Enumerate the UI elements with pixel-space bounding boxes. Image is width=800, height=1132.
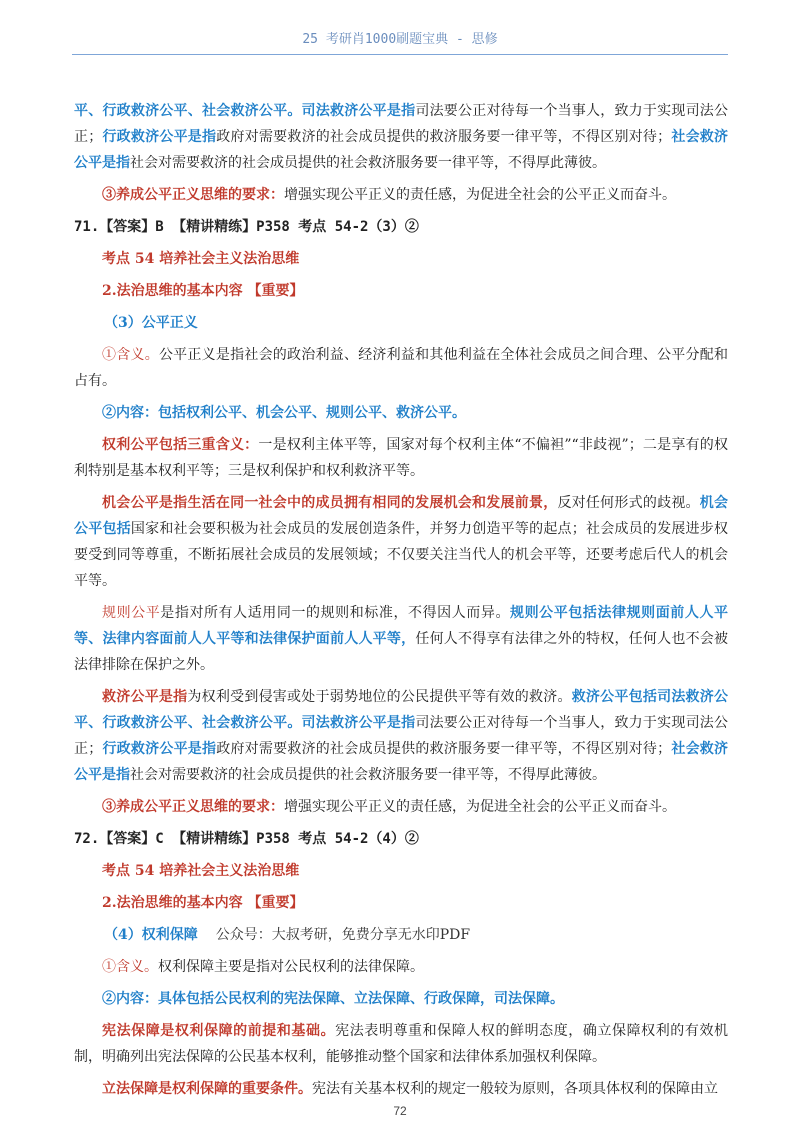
paragraph-opportunity-fairness [74, 490, 728, 594]
section-heading: 2.法治思维的基本内容 【重要】 [102, 283, 304, 299]
text-red: ③养成公平正义思维的要求： [102, 799, 284, 815]
text-red: 权利公平包括三重含义： [102, 437, 259, 453]
text: 司法要公正对待每一个当事人，致力于实现司法公正； [74, 103, 729, 145]
text-blue: 行政救济公平是指 [102, 741, 217, 757]
answer-71: 71.【答案】B 【精讲精练】P358 考点 54-2（3）② [74, 219, 419, 235]
sub-heading-2-row [74, 922, 728, 948]
page-header: 25 考研肖1000刷题宝典 - 思修 [302, 32, 498, 47]
text: 增强实现公平正义的责任感，为促进全社会的公平正义而奋斗。 [284, 187, 676, 203]
text: 公平正义是指社会的政治利益、经济利益和其他利益在全体社会成员之间合理、公平分配和占有。 [74, 347, 729, 389]
text-red: ③养成公平正义思维的要求： [102, 187, 284, 203]
text: 为权利受到侵害或处于弱势地位的公民提供平等有效的救济。 [187, 689, 572, 705]
text-blue: 社会救济公平是指 [74, 741, 729, 783]
paragraph-right-fairness [74, 432, 728, 484]
text: 反对任何形式的歧视。 [557, 495, 700, 511]
answer-72: 72.【答案】C 【精讲精练】P358 考点 54-2（4）② [74, 831, 419, 847]
page-number: 72 [393, 1104, 407, 1118]
text-blue: 机会公平包括 [74, 495, 729, 537]
paragraph-rule-fairness [74, 600, 728, 678]
text-blue: 行政救济公平是指 [102, 129, 217, 145]
text-red: 救济公平是指 [102, 689, 188, 705]
paragraph-definition [74, 342, 728, 394]
text-red: ①含义。 [102, 347, 159, 363]
paragraph-legislation-guarantee [74, 1076, 728, 1102]
paragraph-definition-2 [74, 954, 728, 980]
sub-heading: （3）公平正义 [104, 315, 198, 331]
text: 政府对需要救济的社会成员提供的救济服务要一律平等，不得区别对待； [216, 741, 672, 757]
header-divider [72, 54, 728, 55]
section-heading-2: 2.法治思维的基本内容 【重要】 [102, 895, 304, 911]
text: 增强实现公平正义的责任感，为促进全社会的公平正义而奋斗。 [284, 799, 676, 815]
text-blue: 规则公平包括法律规则面前人人平等、法律内容面前人人平等和法律保护面前人人平等， [74, 605, 729, 647]
text: 宪法表明尊重和保障人权的鲜明态度，确立保障权利的有效机制，明确列出宪法保障的公民基本权利，能够推动整个国家和法律体系加强权利保障。 [74, 1023, 729, 1065]
paragraph-requirement-2 [74, 794, 728, 820]
text-red: 宪法保障是权利保障的前提和基础。 [102, 1023, 336, 1039]
text: 是指对所有人适用同一的规则和标准，不得因人而异。 [160, 605, 511, 621]
sub-heading-2: （4）权利保障 [104, 927, 198, 943]
text: 宪法有关基本权利的规定一般较为原则，各项具体权利的保障由立 [312, 1081, 718, 1097]
text: 一是权利主体平等，国家对每个权利主体“不偏袒”“非歧视”；二是享有的权利特别是基本权利平等；三是权利保护和权利救济平等。 [74, 437, 728, 479]
text: 社会对需要救济的社会成员提供的社会救济服务要一律平等，不得厚此薄彼。 [130, 767, 606, 783]
text-blue: 救济公平包括司法救济公平、行政救济公平、社会救济公平。司法救济公平是指 [74, 689, 729, 731]
kaodian-heading-2: 考点 54 培养社会主义法治思维 [102, 863, 300, 879]
paragraph-content-2: ②内容：具体包括公民权利的宪法保障、立法保障、行政保障，司法保障。 [102, 991, 564, 1007]
text-red: 规则公平 [102, 605, 161, 621]
text-red: ①含义。 [102, 959, 158, 975]
text: 国家和社会要积极为社会成员的发展创造条件，并努力创造平等的起点；社会成员的发展进步权要受到同等尊重，不断拓展社会成员的发展领域；不仅要关注当代人的机会平等，还要考虑后代人的机会平等。 [74, 521, 728, 589]
paragraph-constitution-guarantee [74, 1018, 728, 1070]
text-red: 立法保障是权利保障的重要条件。 [102, 1081, 312, 1097]
document-body [74, 98, 728, 1108]
text-blue: 平、行政救济公平、社会救济公平。司法救济公平是指 [74, 103, 416, 119]
paragraph-content: ②内容：包括权利公平、机会公平、规则公平、救济公平。 [102, 405, 466, 421]
watermark-note: 公众号：大叔考研，免费分享无水印PDF [215, 927, 471, 943]
paragraph-requirement [74, 182, 728, 208]
text-blue: 社会救济公平是指 [74, 129, 729, 171]
kaodian-heading: 考点 54 培养社会主义法治思维 [102, 251, 300, 267]
text: 政府对需要救济的社会成员提供的救济服务要一律平等，不得区别对待； [216, 129, 672, 145]
text: 社会对需要救济的社会成员提供的社会救济服务要一律平等，不得厚此薄彼。 [130, 155, 606, 171]
paragraph-relief-fairness [74, 684, 728, 788]
text-red: 机会公平是指生活在同一社会中的成员拥有相同的发展机会和发展前景， [102, 495, 558, 511]
paragraph-relief-continued [74, 98, 728, 176]
text: 司法要公正对待每一个当事人，致力于实现司法公正； [74, 715, 729, 757]
text: 权利保障主要是指对公民权利的法律保障。 [158, 959, 424, 975]
text: 任何人不得享有法律之外的特权，任何人也不会被法律排除在保护之外。 [74, 631, 729, 673]
